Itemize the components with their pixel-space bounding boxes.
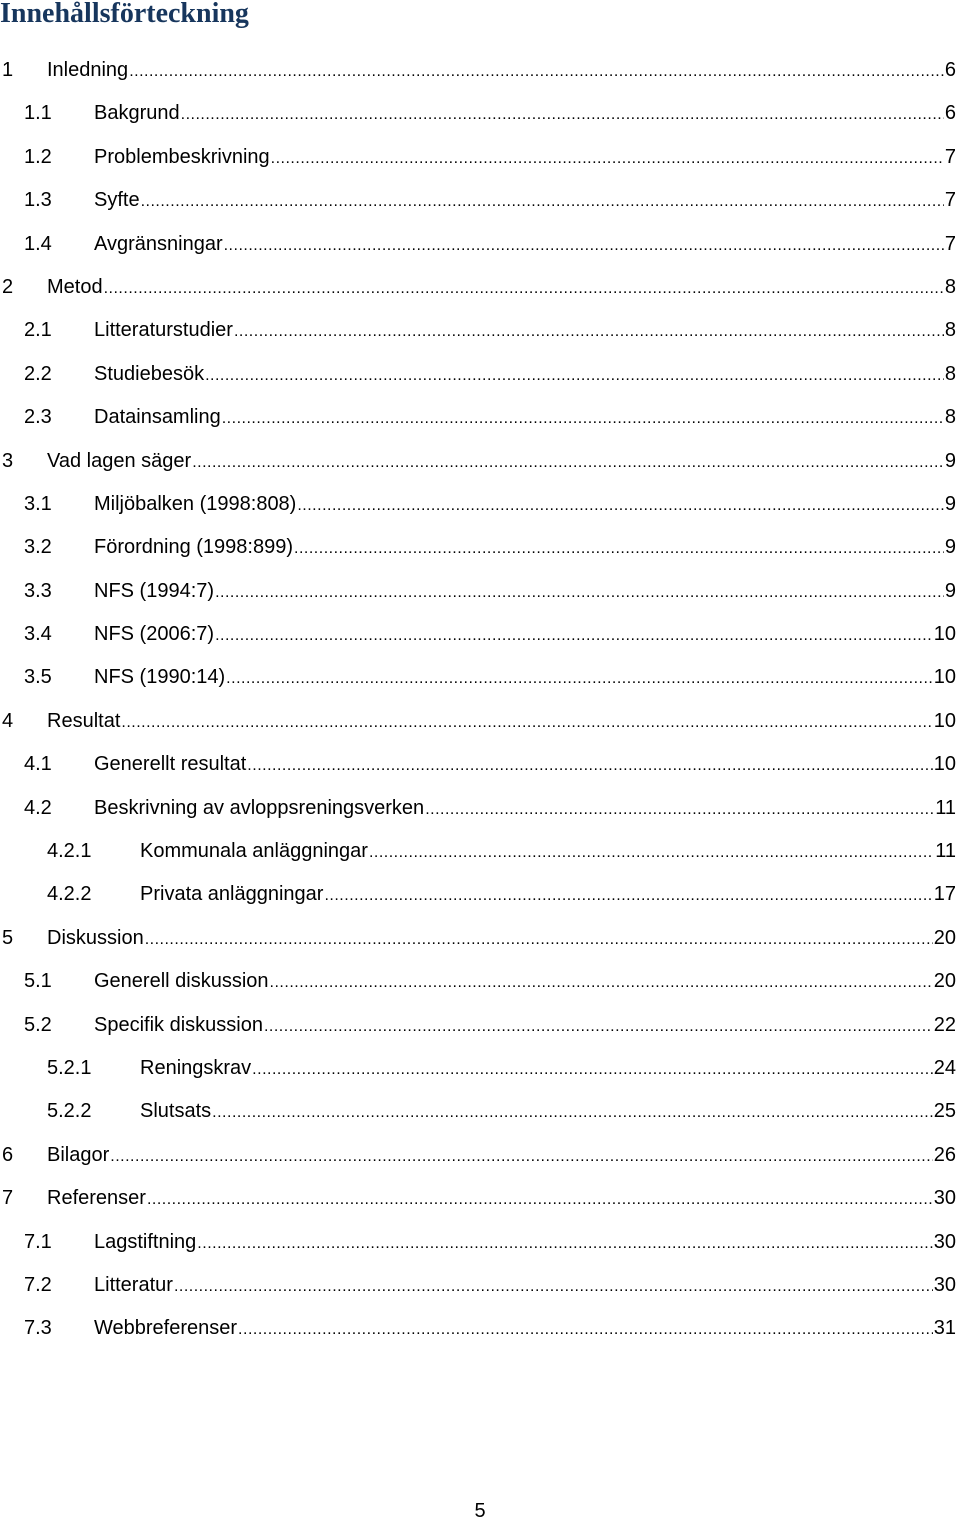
toc-entry[interactable] (0, 1221, 960, 1264)
toc-entry[interactable] (0, 440, 960, 483)
toc-entry-number: 4.2 (24, 796, 52, 819)
toc-entry-page: 17 (933, 883, 956, 906)
page-title: Innehållsförteckning (0, 0, 249, 29)
dot-leader (425, 788, 934, 831)
toc-entry[interactable] (0, 613, 960, 656)
dot-leader (205, 354, 944, 397)
toc-entry-leader-line (47, 49, 960, 93)
dot-leader (129, 50, 944, 93)
toc-entry-leader-line (94, 570, 960, 614)
toc-entry-title: Generell diskussion (94, 960, 269, 1003)
toc-entry-title: Referenser (47, 1177, 146, 1220)
toc-entry-number: 5.2.1 (47, 1056, 92, 1079)
toc-entry-title: Inledning (47, 49, 128, 92)
dot-leader (270, 961, 933, 1004)
toc-entry-number: 4.2.1 (47, 840, 92, 863)
toc-entry-title: Bakgrund (94, 92, 180, 135)
toc-entry[interactable] (0, 49, 960, 92)
dot-leader (294, 527, 944, 570)
toc-entry-page: 7 (944, 145, 956, 168)
toc-entry-title: Webbreferenser (94, 1307, 237, 1350)
dot-leader (234, 310, 944, 353)
toc-entry-page: 20 (933, 970, 956, 993)
toc-entry-page: 20 (933, 926, 956, 949)
dot-leader (247, 744, 932, 787)
toc-entry-page: 8 (944, 406, 956, 429)
toc-entry-leader-line (94, 396, 960, 440)
toc-entry-leader-line (94, 353, 960, 397)
toc-entry-number: 7 (2, 1187, 14, 1210)
toc-entry[interactable] (0, 1047, 960, 1090)
dot-leader (174, 1265, 933, 1308)
toc-entry-leader-line (94, 1004, 960, 1048)
toc-entry-title: Resultat (47, 700, 120, 743)
toc-entry-page: 11 (935, 796, 956, 819)
toc-entry[interactable] (0, 960, 960, 1003)
toc-entry-number: 1.3 (24, 189, 52, 212)
toc-entry-leader-line (94, 656, 960, 700)
toc-entry-page: 10 (933, 666, 956, 689)
toc-entry[interactable] (0, 570, 960, 613)
toc-entry-leader-line (94, 179, 960, 223)
toc-entry-number: 5.1 (24, 970, 52, 993)
toc-entry[interactable] (0, 1134, 960, 1177)
toc-entry[interactable] (0, 1264, 960, 1307)
toc-entry-number: 6 (2, 1143, 14, 1166)
toc-entry-page: 25 (933, 1100, 956, 1123)
dot-leader (197, 1222, 932, 1265)
toc-entry-title: Miljöbalken (1998:808) (94, 483, 296, 526)
toc-entry-leader-line (94, 1264, 960, 1308)
dot-leader (224, 224, 944, 267)
table-of-contents (0, 49, 960, 1351)
toc-entry-number: 4 (2, 709, 14, 732)
toc-entry-title: Reningskrav (140, 1047, 251, 1090)
dot-leader (104, 267, 944, 310)
toc-entry-leader-line (94, 1221, 960, 1265)
toc-entry-page: 8 (944, 275, 956, 298)
toc-entry-page: 11 (935, 840, 956, 863)
toc-entry-title: Problembeskrivning (94, 136, 270, 179)
dot-leader (212, 1091, 933, 1134)
toc-entry-page: 10 (933, 753, 956, 776)
toc-entry-leader-line (140, 830, 960, 874)
dot-leader (369, 831, 934, 874)
dot-leader (147, 1178, 933, 1221)
toc-entry[interactable] (0, 526, 960, 569)
toc-entry[interactable] (0, 656, 960, 699)
toc-entry-leader-line (94, 743, 960, 787)
toc-entry-leader-line (47, 266, 960, 310)
toc-entry[interactable] (0, 309, 960, 352)
toc-entry-number: 1.2 (24, 145, 52, 168)
toc-entry-number: 1.4 (24, 232, 52, 255)
toc-entry-number: 3.2 (24, 536, 52, 559)
dot-leader (271, 137, 944, 180)
toc-entry-leader-line (140, 873, 960, 917)
toc-entry-page: 9 (944, 492, 956, 515)
toc-entry-page: 9 (944, 536, 956, 559)
toc-entry-page: 24 (933, 1056, 956, 1079)
toc-entry-page: 8 (944, 319, 956, 342)
toc-entry-page: 6 (944, 59, 956, 81)
toc-entry-title: Litteratur (94, 1264, 173, 1307)
toc-entry-number: 3.4 (24, 623, 52, 646)
toc-entry-page: 7 (944, 189, 956, 212)
toc-entry[interactable] (0, 396, 960, 439)
toc-entry-title: Kommunala anläggningar (140, 830, 368, 873)
toc-entry-title: Vad lagen säger (47, 440, 191, 483)
toc-entry-page: 30 (933, 1187, 956, 1210)
toc-entry-number: 1 (2, 59, 14, 81)
toc-entry-number: 5.2 (24, 1013, 52, 1036)
toc-entry[interactable] (0, 92, 960, 135)
toc-entry-number: 5.2.2 (47, 1100, 92, 1123)
toc-entry-page: 30 (933, 1273, 956, 1296)
toc-entry[interactable] (0, 830, 960, 873)
toc-entry-leader-line (47, 917, 960, 961)
toc-entry-title: Diskussion (47, 917, 144, 960)
toc-entry-page: 9 (944, 449, 956, 472)
toc-entry-number: 4.2.2 (47, 883, 92, 906)
toc-entry-number: 3.1 (24, 492, 52, 515)
toc-entry-page: 7 (944, 232, 956, 255)
toc-entry-title: Lagstiftning (94, 1221, 196, 1264)
toc-entry-number: 7.3 (24, 1317, 52, 1340)
toc-entry[interactable] (0, 1004, 960, 1047)
toc-entry[interactable] (0, 1177, 960, 1220)
toc-entry-leader-line (94, 223, 960, 267)
toc-entry-leader-line (47, 1134, 960, 1178)
dot-leader (264, 1005, 933, 1048)
toc-entry-page: 8 (944, 362, 956, 385)
toc-entry-leader-line (94, 613, 960, 657)
toc-entry[interactable] (0, 787, 960, 830)
toc-entry-leader-line (94, 960, 960, 1004)
toc-entry-leader-line (47, 700, 960, 744)
toc-entry[interactable] (0, 917, 960, 960)
toc-entry-leader-line (94, 526, 960, 570)
toc-entry-number: 2.2 (24, 362, 52, 385)
toc-entry-title: Generellt resultat (94, 743, 246, 786)
toc-entry-page: 26 (933, 1143, 956, 1166)
toc-entry-leader-line (94, 309, 960, 353)
toc-entry-page: 10 (933, 623, 956, 646)
toc-entry-leader-line (47, 1177, 960, 1221)
dot-leader (215, 571, 944, 614)
toc-entry[interactable] (0, 136, 960, 179)
toc-entry-number: 2 (2, 275, 14, 298)
toc-entry-title: Avgränsningar (94, 223, 223, 266)
toc-entry-number: 2.1 (24, 319, 52, 342)
toc-entry-page: 9 (944, 579, 956, 602)
toc-entry-page: 6 (944, 102, 956, 125)
dot-leader (324, 874, 932, 917)
toc-entry-title: Metod (47, 266, 103, 309)
toc-entry-title: Bilagor (47, 1134, 109, 1177)
toc-entry-title: Privata anläggningar (140, 873, 323, 916)
toc-entry-page: 30 (933, 1230, 956, 1253)
toc-entry-number: 5 (2, 926, 14, 949)
toc-entry[interactable] (0, 700, 960, 743)
toc-entry-number: 2.3 (24, 406, 52, 429)
dot-leader (297, 484, 944, 527)
dot-leader (252, 1048, 933, 1091)
toc-entry-title: Datainsamling (94, 396, 221, 439)
toc-entry-title: Specifik diskussion (94, 1004, 263, 1047)
toc-entry-number: 7.1 (24, 1230, 52, 1253)
dot-leader (222, 397, 944, 440)
dot-leader (121, 701, 932, 744)
toc-entry-page: 31 (933, 1317, 956, 1340)
toc-entry-number: 3.5 (24, 666, 52, 689)
dot-leader (226, 657, 933, 700)
toc-entry-title: Syfte (94, 179, 140, 222)
toc-entry[interactable] (0, 266, 960, 309)
toc-entry-leader-line (47, 440, 960, 484)
toc-entry-leader-line (94, 136, 960, 180)
toc-entry-number: 3 (2, 449, 14, 472)
toc-entry[interactable] (0, 223, 960, 266)
toc-entry-leader-line (94, 483, 960, 527)
toc-entry-number: 7.2 (24, 1273, 52, 1296)
toc-entry-title: Förordning (1998:899) (94, 526, 293, 569)
toc-entry-leader-line (94, 1307, 960, 1351)
dot-leader (181, 93, 944, 136)
toc-entry-page: 22 (933, 1013, 956, 1036)
page-number: 5 (474, 1500, 486, 1522)
toc-entry-number: 4.1 (24, 753, 52, 776)
toc-entry-title: NFS (2006:7) (94, 613, 214, 656)
toc-entry-number: 1.1 (24, 102, 52, 125)
toc-entry-leader-line (140, 1090, 960, 1134)
toc-entry-leader-line (94, 92, 960, 136)
toc-entry[interactable] (0, 873, 960, 916)
toc-entry[interactable] (0, 743, 960, 786)
toc-entry-title: Beskrivning av avloppsreningsverken (94, 787, 424, 830)
toc-entry-title: Litteraturstudier (94, 309, 233, 352)
toc-entry[interactable] (0, 1307, 960, 1350)
toc-entry-leader-line (94, 787, 960, 831)
toc-entry-number: 3.3 (24, 579, 52, 602)
toc-entry-page: 10 (933, 709, 956, 732)
dot-leader (110, 1135, 932, 1178)
toc-entry-title: NFS (1990:14) (94, 656, 225, 699)
dot-leader (238, 1308, 933, 1351)
toc-entry[interactable] (0, 353, 960, 396)
dot-leader (145, 918, 933, 961)
dot-leader (192, 441, 944, 484)
toc-entry[interactable] (0, 1090, 960, 1133)
dot-leader (141, 180, 944, 223)
toc-entry-leader-line (140, 1047, 960, 1091)
toc-entry-title: Slutsats (140, 1090, 211, 1133)
toc-entry[interactable] (0, 483, 960, 526)
toc-entry-title: Studiebesök (94, 353, 204, 396)
dot-leader (215, 614, 933, 657)
toc-entry-title: NFS (1994:7) (94, 570, 214, 613)
toc-entry[interactable] (0, 179, 960, 222)
